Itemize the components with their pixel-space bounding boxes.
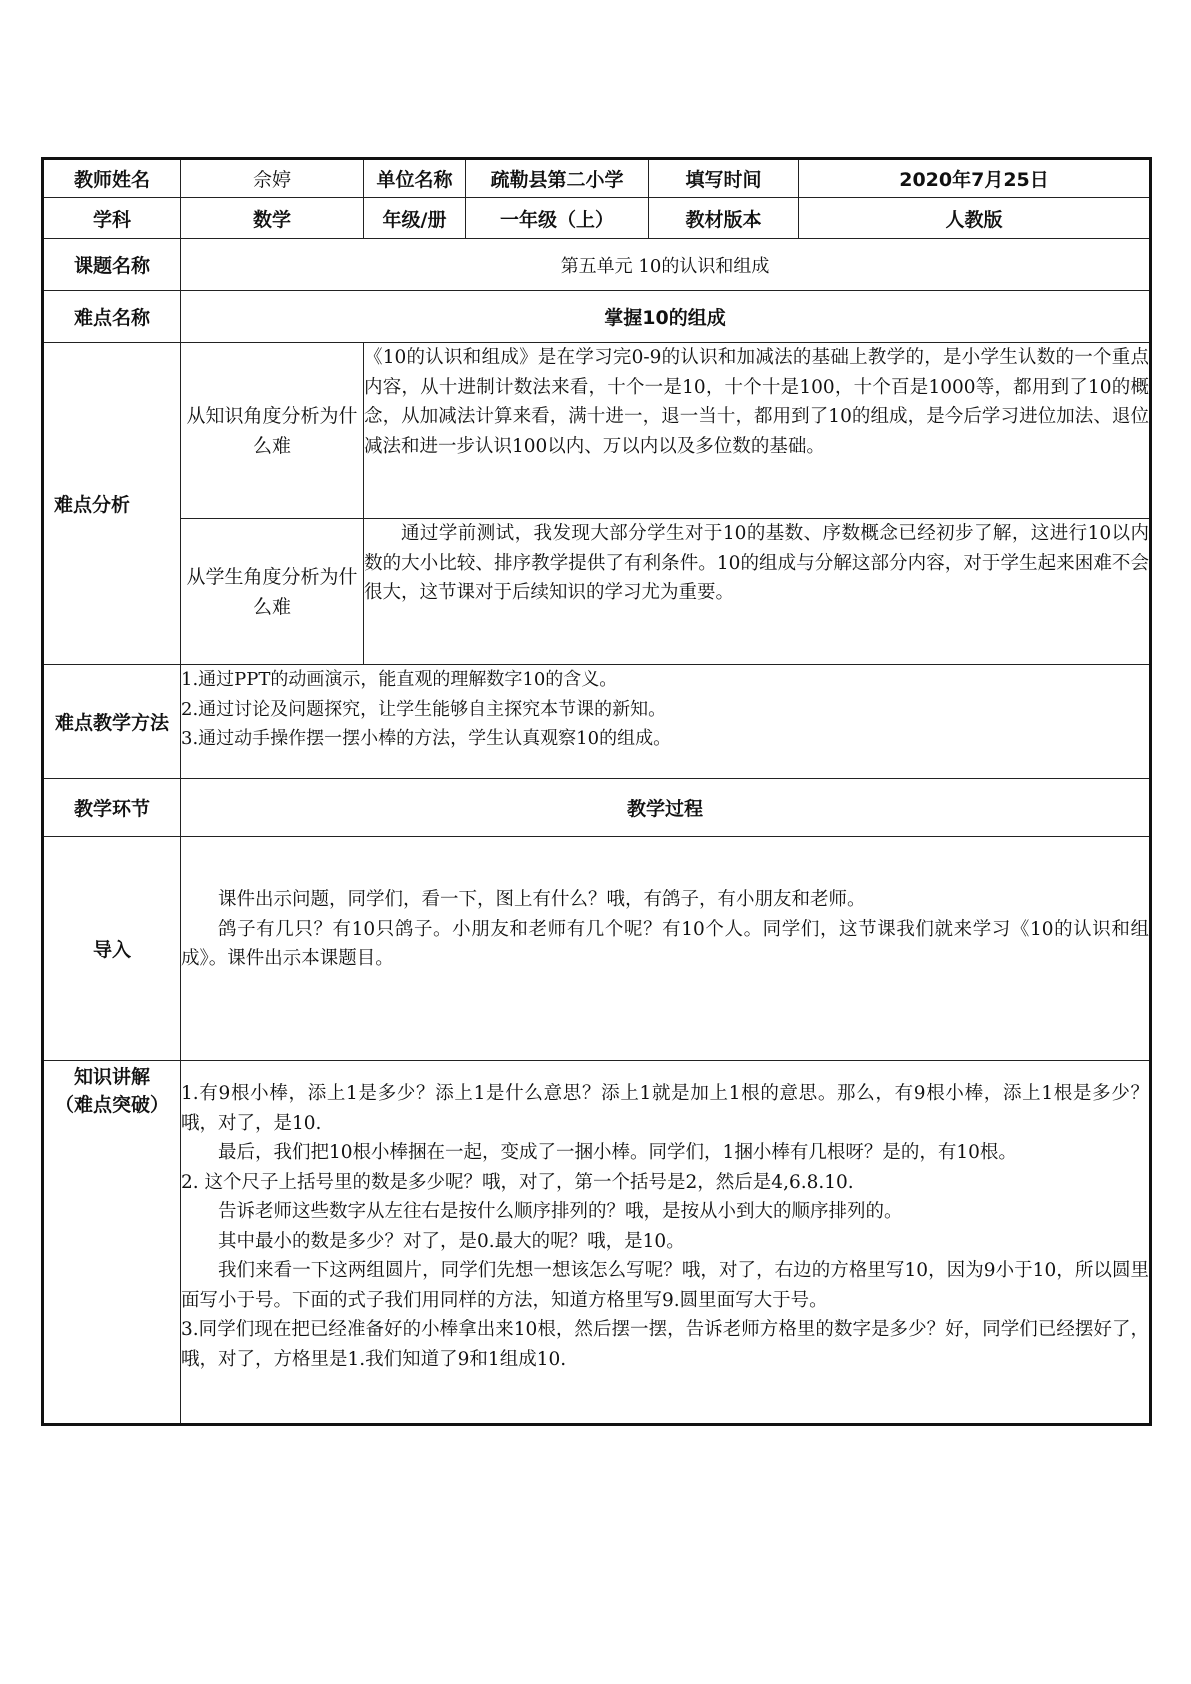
intro-label: 导入 xyxy=(43,837,181,1061)
knowledge-paragraph: 1.有9根小棒，添上1是多少？添上1是什么意思？添上1就是加上1根的意思。那么，有9根小棒，添上1根是多少？哦，对了，是10. xyxy=(181,1083,1149,1134)
teacher-label: 教师姓名 xyxy=(43,159,181,198)
stage-label: 教学环节 xyxy=(43,779,181,837)
knowledge-text xyxy=(181,1061,1151,1425)
lesson-plan-table xyxy=(41,157,1152,1426)
methods-list xyxy=(181,665,1151,779)
date-label: 填写时间 xyxy=(649,159,799,198)
topic-value: 第五单元 10的认识和组成 xyxy=(181,239,1151,291)
knowledge-angle-paragraph: 《10的认识和组成》是在学习完0-9的认识和加减法的基础上教学的，是小学生认数的一个重点内容，从十进制计数法来看，十个一是10，十个十是100，十个百是1000等，都用到了10的概念，从加减法计算来看，满十进一，退一当十，都用到了10的组成，是今后学习进位加法、退位减法和进一步认识100以内、万以内以及多位数的基础。 xyxy=(364,347,1149,457)
knowledge-paragraph: 其中最小的数是多少？对了，是0.最大的呢？哦，是10。 xyxy=(218,1230,685,1252)
intro-paragraph: 课件出示问题，同学们，看一下，图上有什么？哦，有鸽子，有小朋友和老师。 xyxy=(218,889,866,911)
difficulty-value: 掌握10的组成 xyxy=(181,291,1151,343)
methods-label: 难点教学方法 xyxy=(43,665,181,779)
topic-row xyxy=(43,239,1151,291)
method-item: 2.通过讨论及问题探究，让学生能够自主探究本节课的新知。 xyxy=(181,698,667,720)
intro-row xyxy=(43,837,1151,1061)
knowledge-paragraph: 2. 这个尺子上括号里的数是多少呢？哦，对了，第一个括号是2，然后是4,6.8.10. xyxy=(181,1171,854,1193)
student-angle-label: 从学生角度分析为什么难 xyxy=(181,519,364,665)
difficulty-label: 难点名称 xyxy=(43,291,181,343)
intro-paragraph: 鸽子有几只？有10只鸽子。小朋友和老师有几个呢？有10个人。同学们，这节课我们就来学习《10的认识和组成》。课件出示本课题目。 xyxy=(181,918,1149,970)
knowledge-row xyxy=(43,1061,1151,1425)
analysis-student-row xyxy=(43,519,1151,665)
unit-label: 单位名称 xyxy=(364,159,466,198)
methods-row xyxy=(43,665,1151,779)
grade-value: 一年级（上） xyxy=(466,198,649,239)
edition-label: 教材版本 xyxy=(649,198,799,239)
intro-text xyxy=(181,837,1151,1061)
process-label: 教学过程 xyxy=(181,779,1151,837)
knowledge-paragraph: 我们来看一下这两组圆片，同学们先想一想该怎么写呢？哦，对了，右边的方格里写10，因为9小于10，所以圆里面写小于号。下面的式子我们用同样的方法，知道方格里写9.圆里面写大于号。 xyxy=(181,1260,1149,1311)
grade-label: 年级/册 xyxy=(364,198,466,239)
date-value: 2020年7月25日 xyxy=(799,159,1151,198)
header-row-1 xyxy=(43,159,1151,198)
analysis-label: 难点分析 xyxy=(43,343,181,665)
knowledge-paragraph: 3.同学们现在把已经准备好的小棒拿出来10根，然后摆一摆，告诉老师方格里的数字是多少？好，同学们已经摆好了，哦，对了，方格里是1.我们知道了9和1组成10. xyxy=(181,1319,1149,1370)
knowledge-paragraph: 最后，我们把10根小棒捆在一起，变成了一捆小棒。同学们，1捆小棒有几根呀？是的，有10根。 xyxy=(218,1142,1017,1163)
subject-value: 数学 xyxy=(181,198,364,239)
header-row-2 xyxy=(43,198,1151,239)
analysis-knowledge-row xyxy=(43,343,1151,519)
unit-name: 疏勒县第二小学 xyxy=(466,159,649,198)
knowledge-label-line2: （难点突破） xyxy=(54,1094,169,1116)
edition-value: 人教版 xyxy=(799,198,1151,239)
knowledge-label-line1: 知识讲解 xyxy=(73,1066,150,1088)
knowledge-paragraph: 告诉老师这些数字从左往右是按什么顺序排列的？哦，是按从小到大的顺序排列的。 xyxy=(218,1201,903,1222)
student-angle-text xyxy=(364,519,1151,665)
process-header-row xyxy=(43,779,1151,837)
knowledge-angle-text xyxy=(364,343,1151,519)
topic-label: 课题名称 xyxy=(43,239,181,291)
method-item: 3.通过动手操作摆一摆小棒的方法，学生认真观察10的组成。 xyxy=(181,728,672,749)
student-angle-paragraph: 通过学前测试，我发现大部分学生对于10的基数、序数概念已经初步了解，这进行10以内数的大小比较、排序教学提供了有利条件。10的组成与分解这部分内容，对于学生起来困难不会很大，这节课对于后续知识的学习尤为重要。 xyxy=(364,523,1149,603)
method-item: 1.通过PPT的动画演示，能直观的理解数字10的含义。 xyxy=(181,669,618,690)
subject-label: 学科 xyxy=(43,198,181,239)
knowledge-angle-label: 从知识角度分析为什么难 xyxy=(181,343,364,519)
knowledge-label xyxy=(43,1061,181,1425)
difficulty-row xyxy=(43,291,1151,343)
teacher-name: 佘婷 xyxy=(181,159,364,198)
